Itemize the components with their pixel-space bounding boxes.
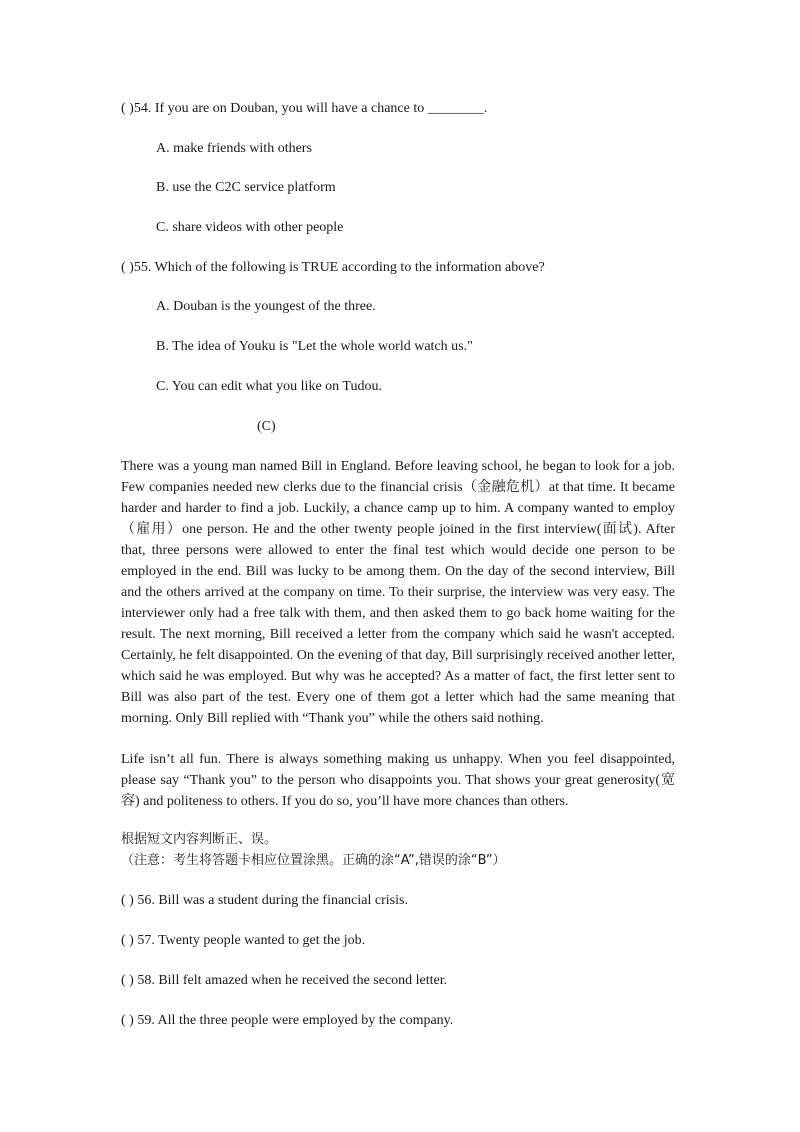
question-59: ( ) 59. All the three people were employed by the company. [121, 1013, 454, 1028]
question-58: ( ) 58. Bill felt amazed when he received the second letter. [121, 973, 448, 988]
question-54-option-b: B. use the C2C service platform [156, 180, 336, 195]
section-label: (C) [257, 419, 276, 434]
question-57: ( ) 57. Twenty people wanted to get the job. [121, 933, 366, 948]
passage-paragraph-1: There was a young man named Bill in England. Before leaving school, he began to look for a job. Few companies needed new clerks due to the financial crisis（金融危机）at that time. It became harder and harder to find a job. Luckily, a chance camp up to him. A company wanted to employ（雇用）one person. He and the other twenty people joined in the first interview(面试). After that, three persons were allowed to enter the final test which would decide one person to be employed in the end. Bill was lucky to be among them. On the day of the second interview, Bill and the others arrived at the company on time. To their surprise, the interview was very easy. The interviewer only had a free talk with them, and then asked them to go back home waiting for the result. The next morning, Bill received a letter from the company which said he wasn't accepted. Certainly, he felt disappointed. On the evening of that day, Bill surprisingly received another letter, which said he was employed. But why was he accepted? As a matter of fact, the first letter sent to Bill was also part of the test. Every one of them got a letter which had the same meaning that morning. Only Bill replied with “Thank you” while the others said nothing. [121, 459, 675, 726]
question-54-option-c: C. share videos with other people [156, 220, 344, 235]
instruction-title: 根据短文内容判断正、误。 [121, 832, 278, 847]
question-55-stem: ( )55. Which of the following is TRUE according to the information above? [121, 260, 545, 275]
question-55-option-b: B. The idea of Youku is "Let the whole world watch us." [156, 339, 473, 354]
passage-paragraph-2: Life isn’t all fun. There is always something making us unhappy. When you feel disappointed, please say “Thank you” to the person who disappoints you. That shows your great generosity(宽容) and politeness to others. If you do so, you’ll have more chances than others. [121, 752, 675, 809]
question-56: ( ) 56. Bill was a student during the financial crisis. [121, 893, 408, 908]
question-55-option-c: C. You can edit what you like on Tudou. [156, 379, 382, 394]
question-54-stem: ( )54. If you are on Douban, you will have a chance to ________. [121, 101, 488, 116]
question-54-option-a: A. make friends with others [156, 141, 312, 156]
instruction-note: （注意：考生将答题卡相应位置涂黑。正确的涂“A”,错误的涂“B”） [121, 853, 506, 868]
question-55-option-a: A. Douban is the youngest of the three. [156, 299, 376, 314]
